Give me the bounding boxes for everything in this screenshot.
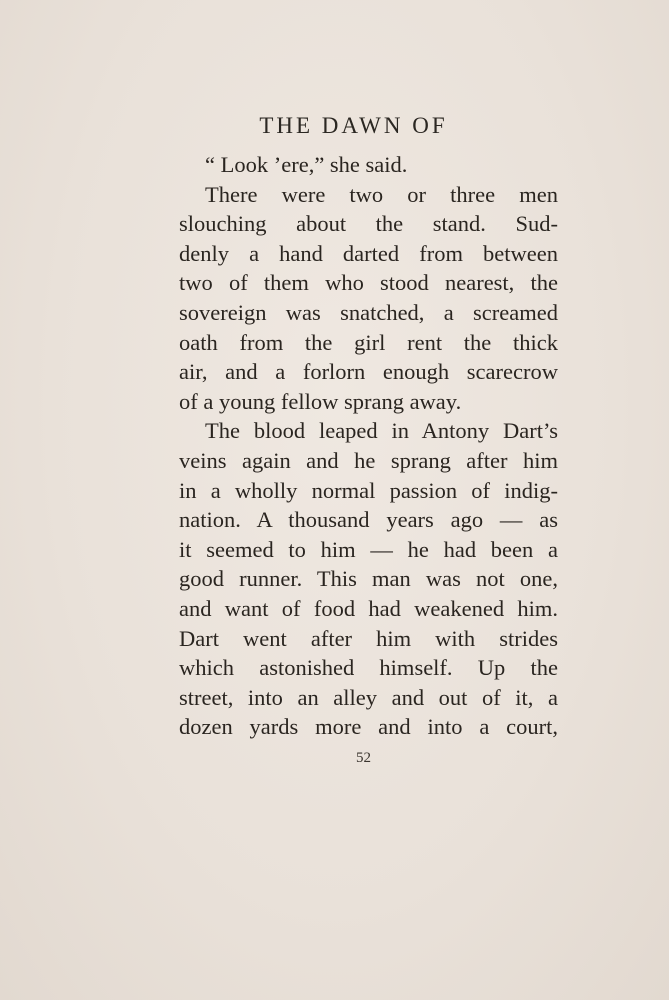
text-line: two of them who stood nearest, the (179, 270, 558, 296)
text-line: nation. A thousand years ago — as (179, 507, 558, 533)
text-line: slouching about the stand. Sud- (179, 211, 558, 237)
text-line: of a young fellow sprang away. (179, 388, 462, 414)
text-line: denly a hand darted from between (179, 240, 558, 266)
page-number: 52 (356, 750, 371, 766)
running-head: THE DAWN OF (259, 113, 448, 138)
text-line: sovereign was snatched, a screamed (179, 299, 558, 325)
text-line: “ Look ’ere,” she said. (205, 152, 408, 177)
text-line: dozen yards more and into a court, (179, 714, 558, 740)
text-line: in a wholly normal passion of indig- (179, 477, 558, 503)
text-line: There were two or three men (205, 181, 558, 207)
text-line: air, and a forlorn enough scarecrow (179, 359, 558, 385)
text-line: Dart went after him with strides (179, 625, 558, 651)
text-line: The blood leaped in Antony Dart’s (205, 418, 558, 444)
text-line: oath from the girl rent the thick (179, 329, 558, 355)
text-line: which astonished himself. Up the (179, 655, 558, 681)
text-line: veins again and he sprang after him (179, 447, 558, 473)
text-line: and want of food had weakened him. (179, 595, 558, 621)
text-line: it seemed to him — he had been a (179, 536, 558, 562)
text-line: street, into an alley and out of it, a (179, 684, 558, 710)
body-text (179, 150, 558, 742)
text-line: good runner. This man was not one, (179, 566, 558, 592)
